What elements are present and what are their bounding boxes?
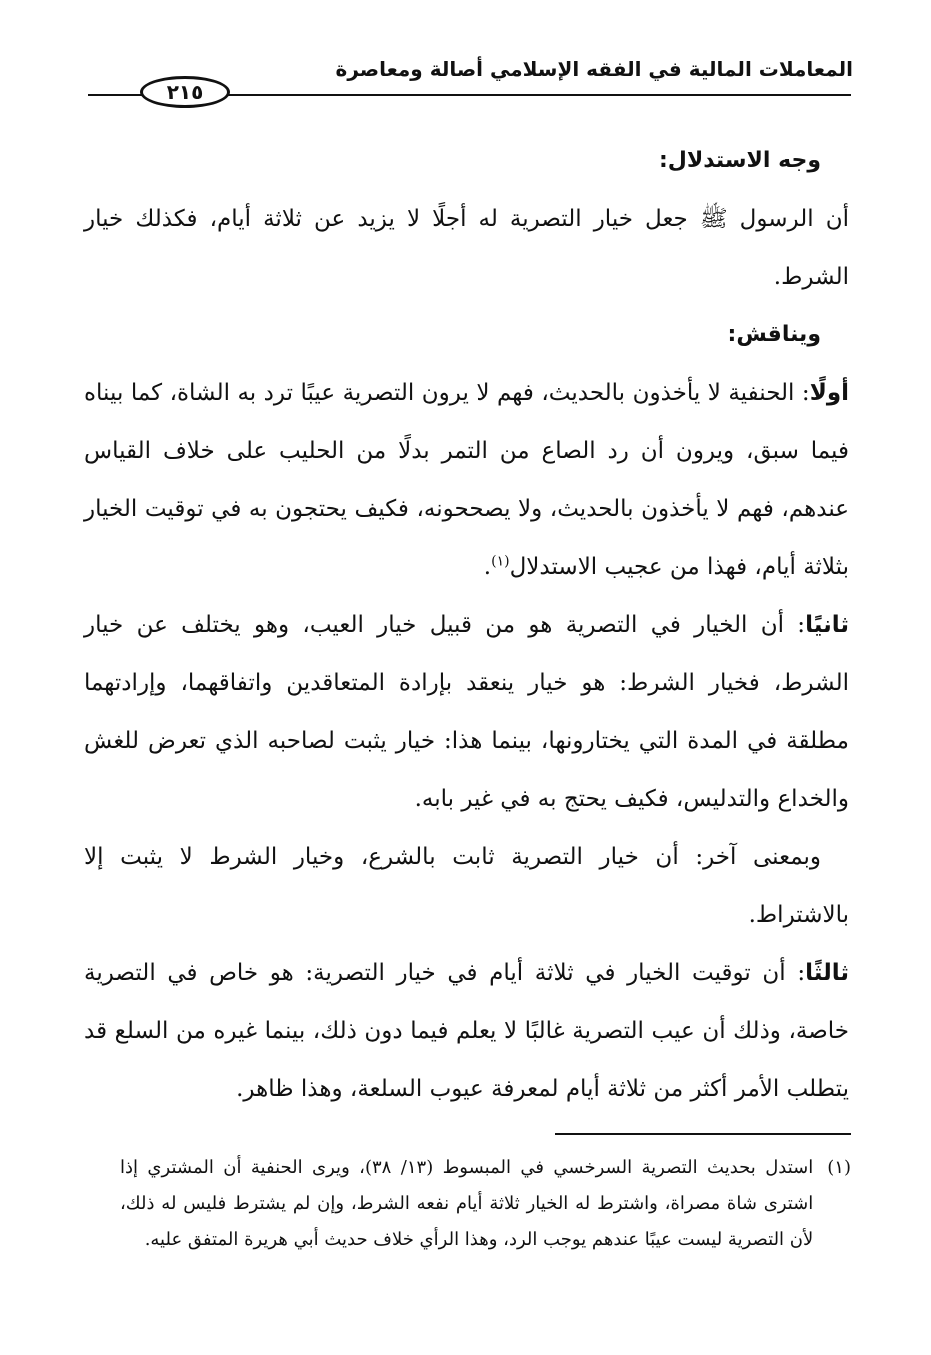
footnote-number: (١) [827, 1157, 851, 1178]
running-title: المعاملات المالية في الفقه الإسلامي أصالة ومعاصرة [335, 57, 853, 81]
footnote-item [120, 1150, 851, 1258]
paragraph-point-3 [84, 944, 849, 1118]
point-1-lead: أولًا [809, 380, 849, 406]
page-number: ٢١٥ [140, 76, 230, 108]
point-2-text: : أن الخيار في التصرية هو من قبيل خيار العيب، وهو يختلف عن خيار الشرط، فخيار الشرط: هو خيار ينعقد بإرادة المتعاقدين واتفاقهما، وإرادتهما مطلقة في المدة التي يختارونها، بينما هذا: خيار يثبت لصاحبه الذي تعرض للغش والخداع والتدليس، فكيف يحتج به في غير بابه. [84, 612, 849, 812]
paragraph-point-1 [84, 364, 849, 596]
footnote-text: استدل بحديث التصرية السرخسي في المبسوط (١٣/ ٣٨)، ويرى الحنفية أن المشتري إذا اشترى شاة مصراة، واشترط له الخيار ثلاثة أيام نفعه الشرط، وإن لم يشترط فليس له ذلك، لأن التصرية ليست عيبًا عندهم يوجب الرد، وهذا الرأي خلاف حديث أبي هريرة المتفق عليه. [120, 1157, 814, 1250]
heading-reasoning: وجه الاستدلال: [658, 148, 821, 173]
point-1-text: : الحنفية لا يأخذون بالحديث، فهم لا يرون التصرية عيبًا ترد به الشاة، كما بيناه فيما سبق، ويرون أن رد الصاع من التمر بدلًا من الحليب على خلاف القياس عندهم، فهم لا يأخذون بالحديث، ولا يصححونه، فكيف يحتجون به في توقيت الخيار بثلاثة أيام، فهذا من عجيب الاستدلال [84, 380, 849, 580]
footnote-separator [555, 1133, 851, 1135]
footnote-reference: (١) [491, 553, 510, 570]
main-text [84, 132, 849, 1118]
paragraph-reasoning: أن الرسول ﷺ جعل خيار التصرية له أجلًا لا يزيد عن ثلاثة أيام، فكذلك خيار الشرط. [84, 206, 849, 290]
heading-discussion: ويناقش: [727, 322, 821, 347]
point-1-end: . [483, 554, 492, 580]
point-3-lead: ثالثًا [805, 960, 849, 986]
point-3-text: : أن توقيت الخيار في ثلاثة أيام في خيار التصرية: هو خاص في التصرية خاصة، وذلك أن عيب التصرية غالبًا لا يعلم فيما دون ذلك، بينما غيره من السلع قد يتطلب الأمر أكثر من ثلاثة أيام لمعرفة عيوب السلعة، وهذا ظاهر. [84, 960, 849, 1102]
paragraph-other-meaning: وبمعنى آخر: أن خيار التصرية ثابت بالشرع، وخيار الشرط لا يثبت إلا بالاشتراط. [84, 844, 849, 928]
footnotes [120, 1150, 851, 1258]
point-2-lead: ثانيًا [805, 612, 849, 638]
paragraph-point-2 [84, 596, 849, 828]
